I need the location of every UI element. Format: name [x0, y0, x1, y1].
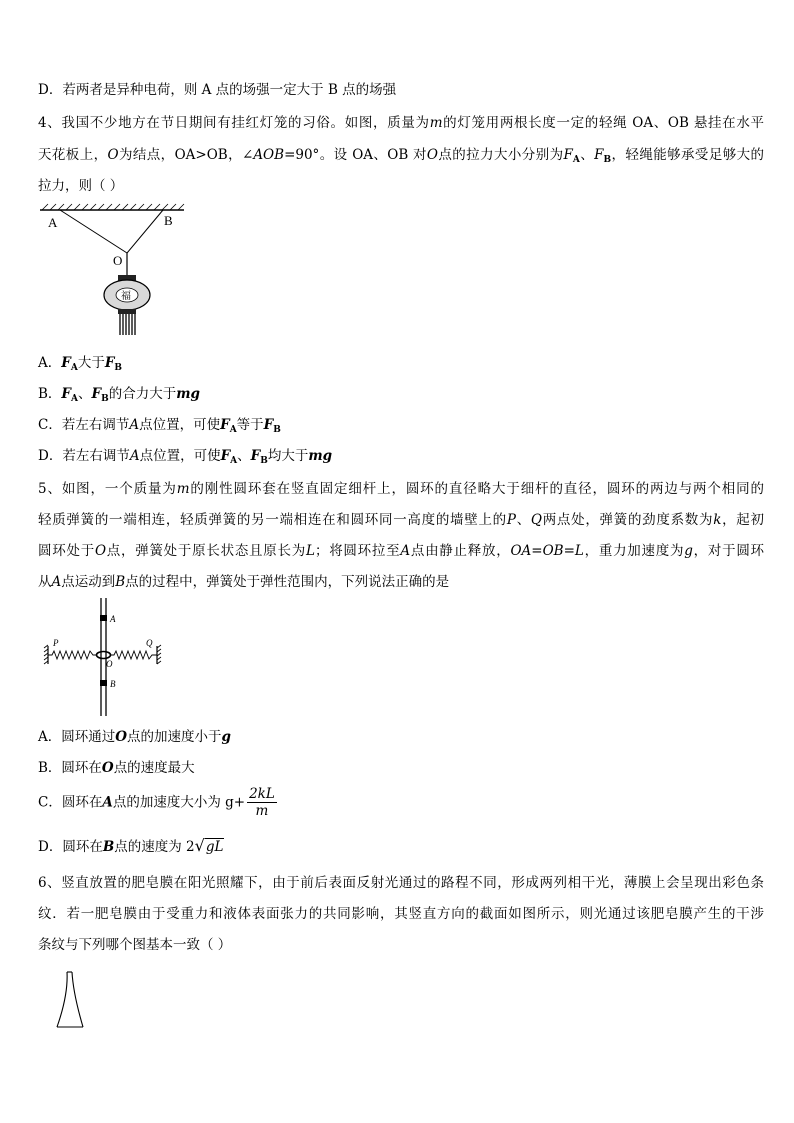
label-a: A	[48, 215, 58, 230]
lantern	[104, 253, 150, 335]
q3-option-d: D．若两者是异种电荷，则 A 点的场强一定大于 B 点的场强	[38, 82, 397, 98]
q5-stem-line2: 轻质弹簧的一端相连，轻质弹簧的另一端相连在和圆环同一高度的墙壁上的P、Q两点处，弹簧的劲度系数为k，起初	[38, 512, 765, 528]
q5-stem-line4: 从A点运动到B点的过程中，弹簧处于弹性范围内，下列说法正确的是	[38, 574, 450, 590]
fraction-2kl-over-m: $\frac{2kL}{m}$	[249, 786, 275, 819]
q4-stem-line3: 拉力，则（ ）	[38, 178, 124, 194]
q4-option-b: B．$F_A$、$F_B$的合力大于mg	[38, 386, 200, 404]
label-o: O	[113, 253, 123, 268]
q5-option-d: D．圆环在B点的速度为 2√gL	[38, 836, 224, 855]
q4-option-d: D．若左右调节A点位置，可使$F_A$、$F_B$均大于mg	[38, 448, 333, 466]
rope-ob	[127, 210, 163, 253]
ring	[97, 652, 111, 659]
q5-option-c: C．圆环在A点的加速度大小为 g+ $\frac{2kL}{m}$	[38, 786, 275, 819]
q6-stem-line3: 条纹与下列哪个图基本一致（ ）	[38, 937, 232, 953]
q5-stem-line1: 5、如图，一个质量为m的刚性圆环套在竖直固定细杆上，圆环的直径略大于细杆的直径，圆环的两边与两个相同的	[38, 481, 765, 497]
q5-stem-line3: 圆环处于O点，弹簧处于原长状态且原长为L；将圆环拉至A点由静止释放，OA=OB=L，重力加速度为g，对于圆环	[38, 543, 765, 559]
label-q: Q	[146, 638, 153, 648]
q4-stem-line1: 4、我国不少地方在节日期间有挂红灯笼的习俗。如图，质量为m的灯笼用两根长度一定的轻绳 OA、OB 悬挂在水平	[38, 115, 764, 131]
q4-option-a: A．$F_A$大于$F_B$	[38, 355, 123, 373]
q5-option-b: B．圆环在O点的速度最大	[38, 760, 195, 776]
q5-option-a: A．圆环通过O点的加速度小于g	[38, 729, 231, 745]
q6-stem-line2: 纹．若一肥皂膜由于受重力和液体表面张力的共同影响，其竖直方向的截面如图所示，则光通过该肥皂膜产生的干涉	[38, 906, 764, 922]
marker-b	[100, 680, 107, 686]
q6-soap-film-figure	[54, 970, 90, 1030]
label-a: A	[110, 614, 116, 624]
label-b: B	[110, 679, 116, 689]
q5-spring-ring-figure	[40, 596, 165, 716]
q4-lantern-figure	[38, 203, 188, 343]
q4-option-c: C．若左右调节A点位置，可使$F_A$等于$F_B$	[38, 417, 281, 435]
spring-right	[110, 651, 157, 659]
marker-a	[100, 615, 107, 621]
wall-left	[44, 645, 48, 664]
label-b: B	[164, 213, 173, 228]
sqrt-gl: √gL	[194, 836, 224, 855]
lantern-character: 福	[121, 291, 131, 302]
spring-left	[48, 651, 97, 659]
rope-oa	[60, 210, 127, 253]
q4-stem-line2: 天花板上，O为结点，OA>OB，∠AOB=90°。设 OA、OB 对O点的拉力大小分别为$F_A$、$F_B$，轻绳能够承受足够大的	[38, 147, 765, 165]
label-o: O	[106, 659, 113, 669]
ceiling	[40, 204, 184, 210]
q6-stem-line1: 6、竖直放置的肥皂膜在阳光照耀下，由于前后表面反射光通过的路程不同，形成两列相干光，薄膜上会呈现出彩色条	[38, 875, 764, 891]
label-p: P	[53, 638, 59, 648]
wall-right	[157, 645, 161, 664]
